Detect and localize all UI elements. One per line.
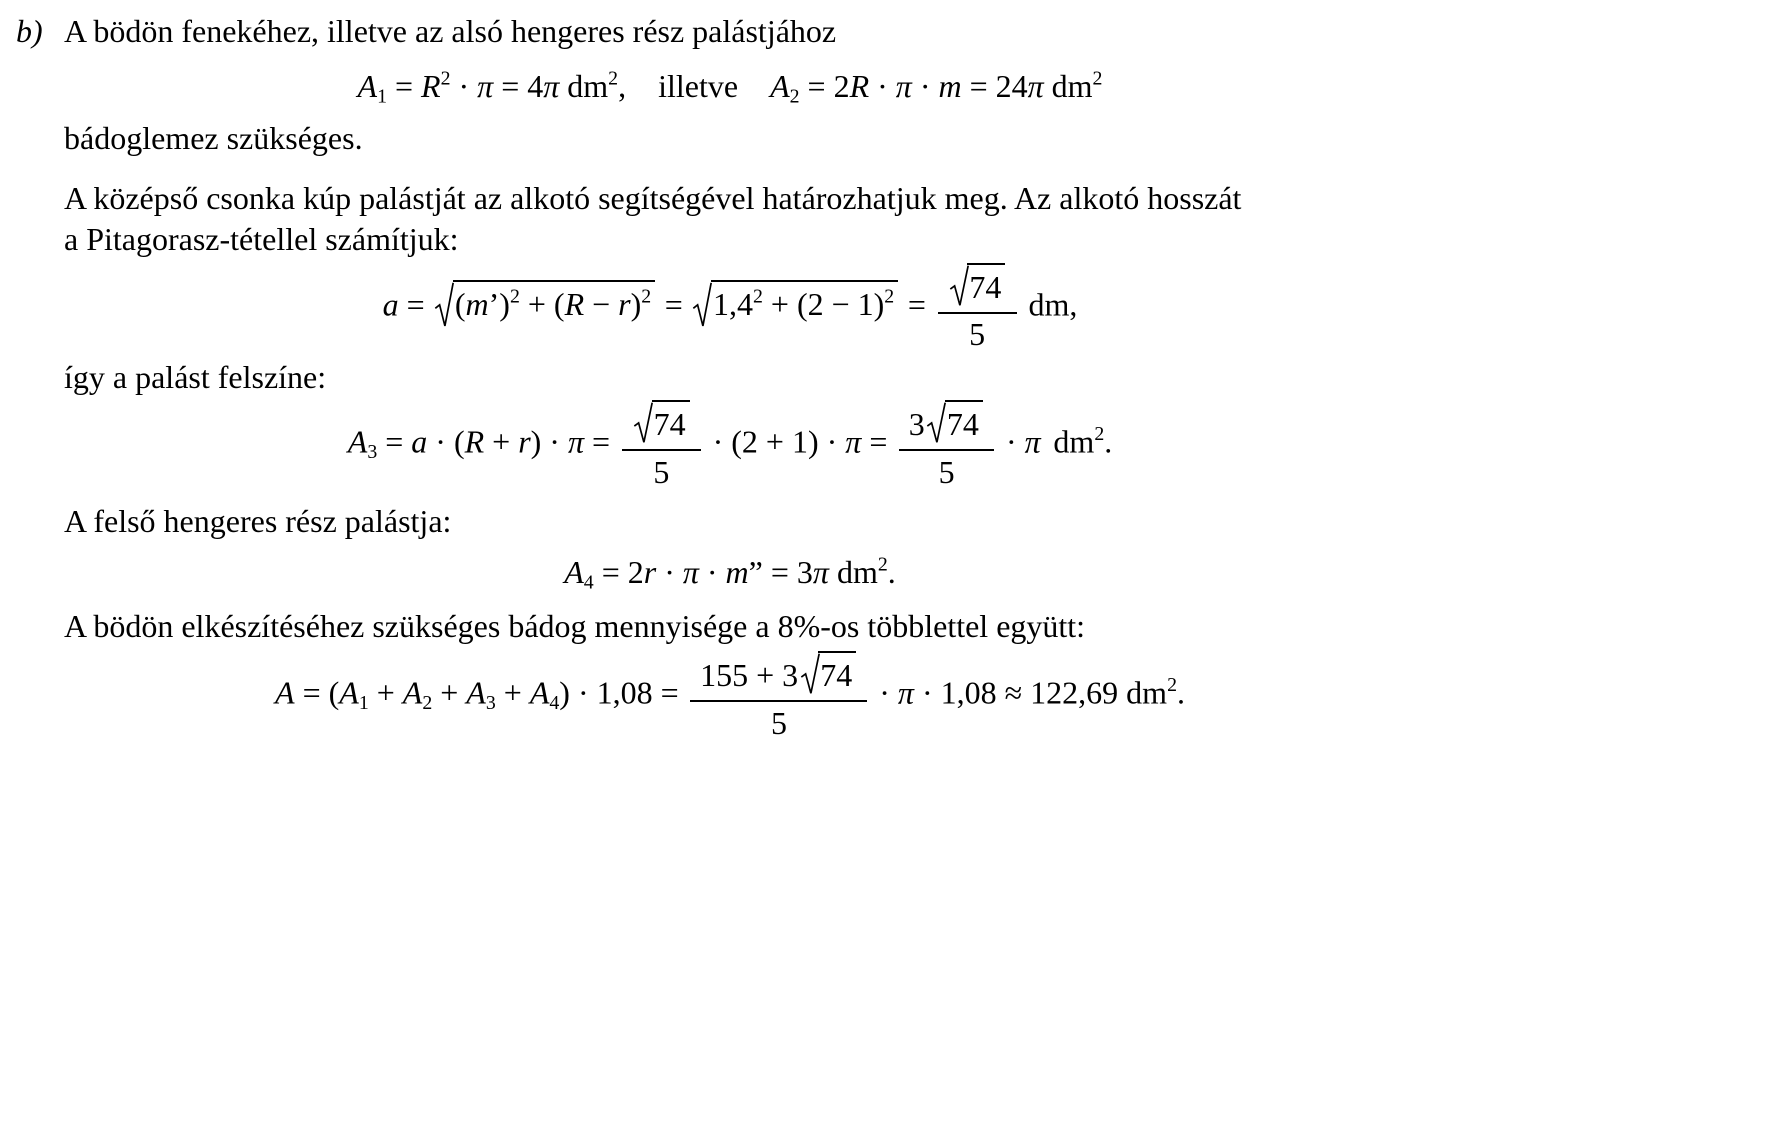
- equation-slant-a: a = (m’)$^2$ + $(R - r)^2$ = $1,4^2 + (2 - 1)^2$ = $\frac{74}{5}$ dm,: [0, 263, 1460, 353]
- paragraph-total: A bödön elkészítéséhez szükséges bádog mennyisége a 8%-os többlettel együtt:: [64, 607, 1086, 644]
- paragraph-cone-line2: a Pitagorasz-tétellel számítjuk:: [64, 221, 459, 258]
- intro-text: A bödön fenekéhez, illetve az alsó hengeres rész palástjához: [64, 13, 837, 49]
- item-label: b): [16, 13, 43, 49]
- paragraph-cone-line1: A középső csonka kúp palástját az alkotó segítségével határozhatjuk meg. Az alkotó hosszát: [64, 179, 1242, 216]
- solution-part-b: [0, 12, 1460, 742]
- paragraph-intro: [16, 12, 1460, 50]
- equation-a3: A3 = a · (R + r) · π = $\frac{74}{5}$ · (2 + 1) · π = 3 74 5 · π $dm^2$.: [0, 400, 1460, 490]
- equation-a1-a2: $A1 = R^2 \cdot \pi = 4\pi$ $dm^2$, illetve A2 = 2R · π · m = 24π $dm^2$: [357, 68, 1103, 108]
- paragraph-palast: így a palást felszíne:: [64, 358, 327, 395]
- paragraph-felso: A felső hengeres rész palástja:: [64, 502, 452, 539]
- equation-total-area: A = (A1 + A2 + A3 + A4) · 1,08 = 155 + 3 74 5 · π · 1,08 ≈ 122,69 $dm^2$.: [0, 651, 1460, 741]
- paragraph-badoglemez: bádoglemez szükséges.: [64, 119, 363, 156]
- equation-a4: A4 = 2r · π · m” = 3π $dm^2$.: [564, 553, 896, 594]
